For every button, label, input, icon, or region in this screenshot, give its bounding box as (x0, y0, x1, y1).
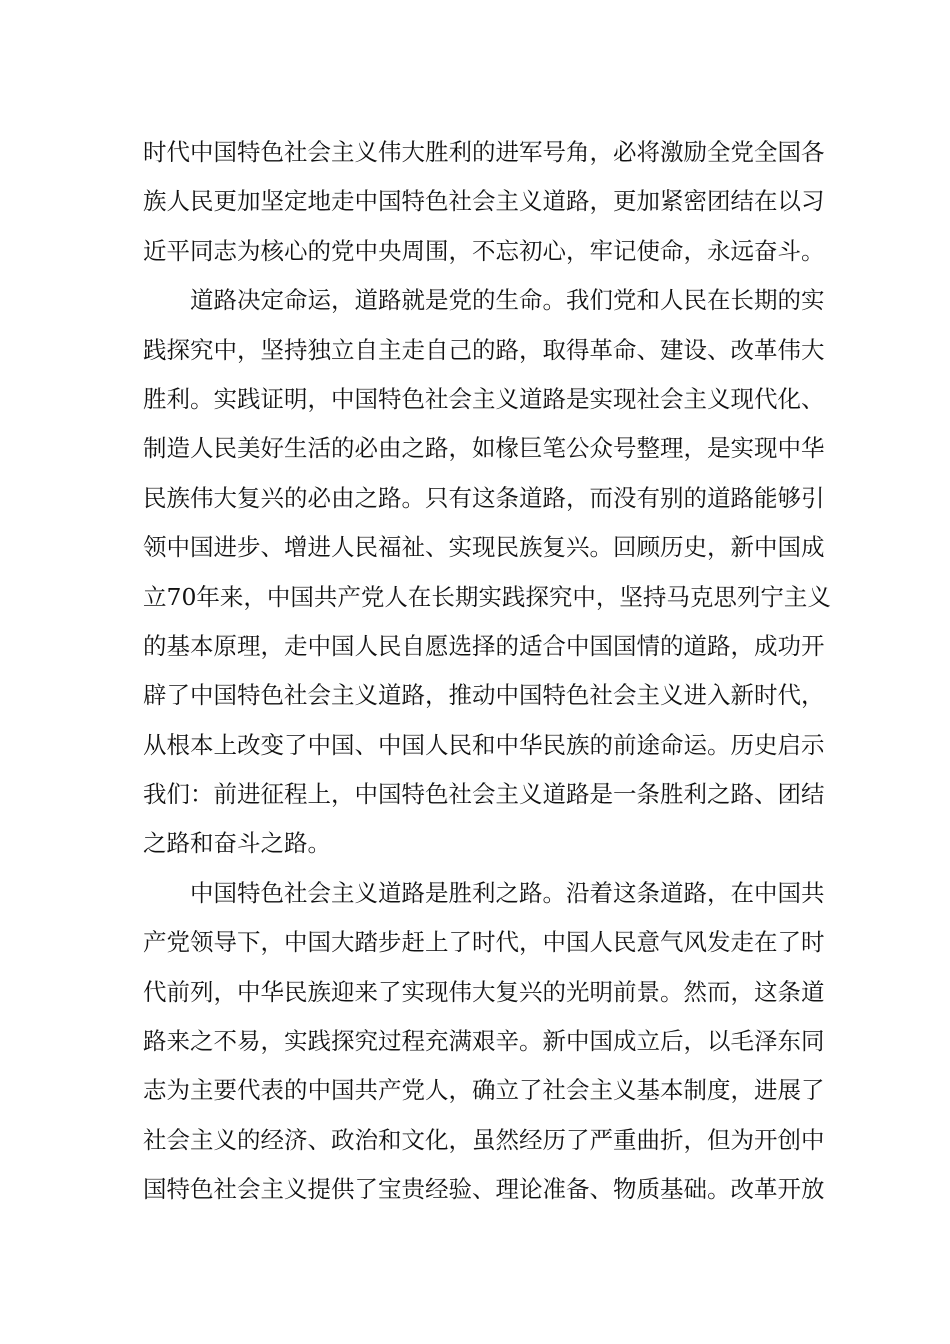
text-line: 辟了中国特色社会主义道路，推动中国特色社会主义进入新时代， (143, 681, 825, 710)
text-line: 践探究中，坚持独立自主走自己的路，取得革命、建设、改革伟大 (143, 335, 825, 364)
text-line: 道路决定命运，道路就是党的生命。我们党和人民在长期的实 (190, 286, 825, 315)
text-line: 民族伟大复兴的必由之路。只有这条道路，而没有别的道路能够引 (143, 483, 825, 512)
text-line: 制造人民美好生活的必由之路，如椽巨笔公众号整理，是实现中华 (143, 434, 825, 463)
text-line: 路来之不易，实践探究过程充满艰辛。新中国成立后，以毛泽东同 (143, 1027, 825, 1056)
text-line: 时代中国特色社会主义伟大胜利的进军号角，必将激励全党全国各 (143, 138, 825, 166)
text-line: 之路和奋斗之路。 (143, 829, 331, 858)
text-line: 从根本上改变了中国、中国人民和中华民族的前途命运。历史启示 (143, 730, 825, 759)
text-line: 族人民更加坚定地走中国特色社会主义道路，更加紧密团结在以习 (143, 187, 825, 216)
text-line: 的基本原理，走中国人民自愿选择的适合中国国情的道路，成功开 (143, 631, 825, 660)
text-line: 产党领导下，中国大踏步赶上了时代，中国人民意气风发走在了时 (143, 928, 825, 957)
text-line: 国特色社会主义提供了宝贵经验、理论准备、物质基础。改革开放 (143, 1175, 825, 1204)
text-line: 社会主义的经济、政治和文化，虽然经历了严重曲折，但为开创中 (143, 1125, 825, 1154)
body-text (143, 128, 831, 1215)
text-line: 近平同志为核心的党中央周围，不忘初心，牢记使命，永远奋斗。 (143, 236, 825, 265)
text-line: 立70年来，中国共产党人在长期实践探究中，坚持马克思列宁主义 (143, 582, 831, 611)
text-line: 领中国进步、增进人民福祉、实现民族复兴。回顾历史，新中国成 (143, 533, 825, 562)
text-line: 代前列，中华民族迎来了实现伟大复兴的光明前景。然而，这条道 (143, 977, 825, 1006)
text-line: 志为主要代表的中国共产党人，确立了社会主义基本制度，进展了 (143, 1076, 825, 1105)
text-line: 胜利。实践证明，中国特色社会主义道路是实现社会主义现代化、 (143, 384, 825, 413)
text-line: 我们：前进征程上，中国特色社会主义道路是一条胜利之路、团结 (143, 780, 825, 809)
text-line: 中国特色社会主义道路是胜利之路。沿着这条道路，在中国共 (190, 878, 825, 907)
